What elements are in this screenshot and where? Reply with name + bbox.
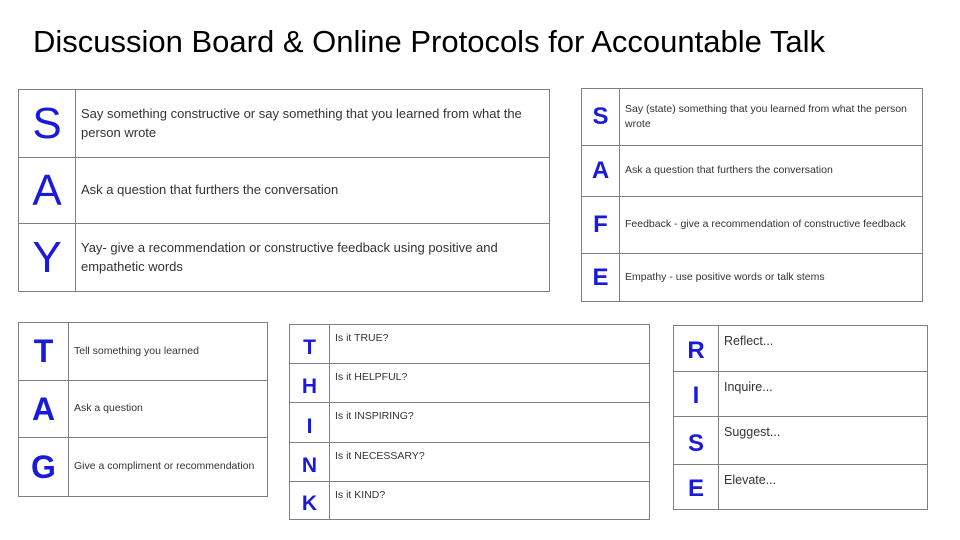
acronym-letter: I bbox=[674, 372, 719, 417]
protocol-description: Feedback - give a recommendation of constructive feedback bbox=[620, 197, 923, 254]
protocol-description: Suggest... bbox=[719, 417, 928, 465]
protocol-description: Say (state) something that you learned from what the person wrote bbox=[620, 89, 923, 146]
table-row bbox=[582, 197, 923, 254]
protocol-description: Give a compliment or recommendation bbox=[69, 438, 268, 497]
tag-protocol-table bbox=[18, 322, 268, 497]
protocol-description: Reflect... bbox=[719, 326, 928, 372]
acronym-letter: S bbox=[674, 417, 719, 465]
protocol-description: Elevate... bbox=[719, 465, 928, 510]
acronym-letter: A bbox=[19, 381, 69, 438]
protocol-description: Ask a question bbox=[69, 381, 268, 438]
table-row bbox=[582, 254, 923, 302]
table-row bbox=[674, 465, 928, 510]
protocol-description: Is it TRUE? bbox=[330, 325, 650, 364]
acronym-letter: R bbox=[674, 326, 719, 372]
acronym-letter: T bbox=[19, 323, 69, 381]
acronym-letter: F bbox=[582, 197, 620, 254]
table-row bbox=[582, 146, 923, 197]
table-row bbox=[290, 364, 650, 403]
slide-title: Discussion Board & Online Protocols for Accountable Talk bbox=[33, 24, 826, 59]
protocol-description: Is it INSPIRING? bbox=[330, 403, 650, 443]
table-row bbox=[674, 417, 928, 465]
acronym-letter: E bbox=[582, 254, 620, 302]
acronym-letter: H bbox=[290, 364, 330, 403]
table-row bbox=[674, 372, 928, 417]
protocol-description: Tell something you learned bbox=[69, 323, 268, 381]
say-protocol-table bbox=[18, 89, 550, 292]
table-row bbox=[19, 224, 550, 292]
table-row bbox=[290, 403, 650, 443]
table-row bbox=[19, 381, 268, 438]
acronym-letter: G bbox=[19, 438, 69, 497]
acronym-letter: A bbox=[582, 146, 620, 197]
table-row bbox=[19, 90, 550, 158]
protocol-description: Is it KIND? bbox=[330, 482, 650, 520]
safe-protocol-table bbox=[581, 88, 923, 302]
table-row bbox=[290, 482, 650, 520]
table-row bbox=[674, 326, 928, 372]
table-row bbox=[582, 89, 923, 146]
table-row bbox=[19, 158, 550, 224]
acronym-letter: K bbox=[290, 482, 330, 520]
protocol-description: Ask a question that furthers the conversation bbox=[620, 146, 923, 197]
table-row bbox=[290, 443, 650, 482]
table-row bbox=[19, 323, 268, 381]
rise-protocol-table bbox=[673, 325, 928, 510]
acronym-letter: S bbox=[19, 90, 76, 158]
acronym-letter: I bbox=[290, 403, 330, 443]
table-row bbox=[19, 438, 268, 497]
protocol-description: Ask a question that furthers the conversation bbox=[76, 158, 550, 224]
protocol-description: Yay- give a recommendation or constructive feedback using positive and empathetic words bbox=[76, 224, 550, 292]
protocol-description: Is it HELPFUL? bbox=[330, 364, 650, 403]
protocol-description: Inquire... bbox=[719, 372, 928, 417]
protocol-description: Empathy - use positive words or talk stems bbox=[620, 254, 923, 302]
protocol-description: Is it NECESSARY? bbox=[330, 443, 650, 482]
acronym-letter: N bbox=[290, 443, 330, 482]
table-row bbox=[290, 325, 650, 364]
think-protocol-table bbox=[289, 324, 650, 520]
acronym-letter: E bbox=[674, 465, 719, 510]
acronym-letter: S bbox=[582, 89, 620, 146]
acronym-letter: Y bbox=[19, 224, 76, 292]
acronym-letter: A bbox=[19, 158, 76, 224]
acronym-letter: T bbox=[290, 325, 330, 364]
protocol-description: Say something constructive or say something that you learned from what the person wrote bbox=[76, 90, 550, 158]
